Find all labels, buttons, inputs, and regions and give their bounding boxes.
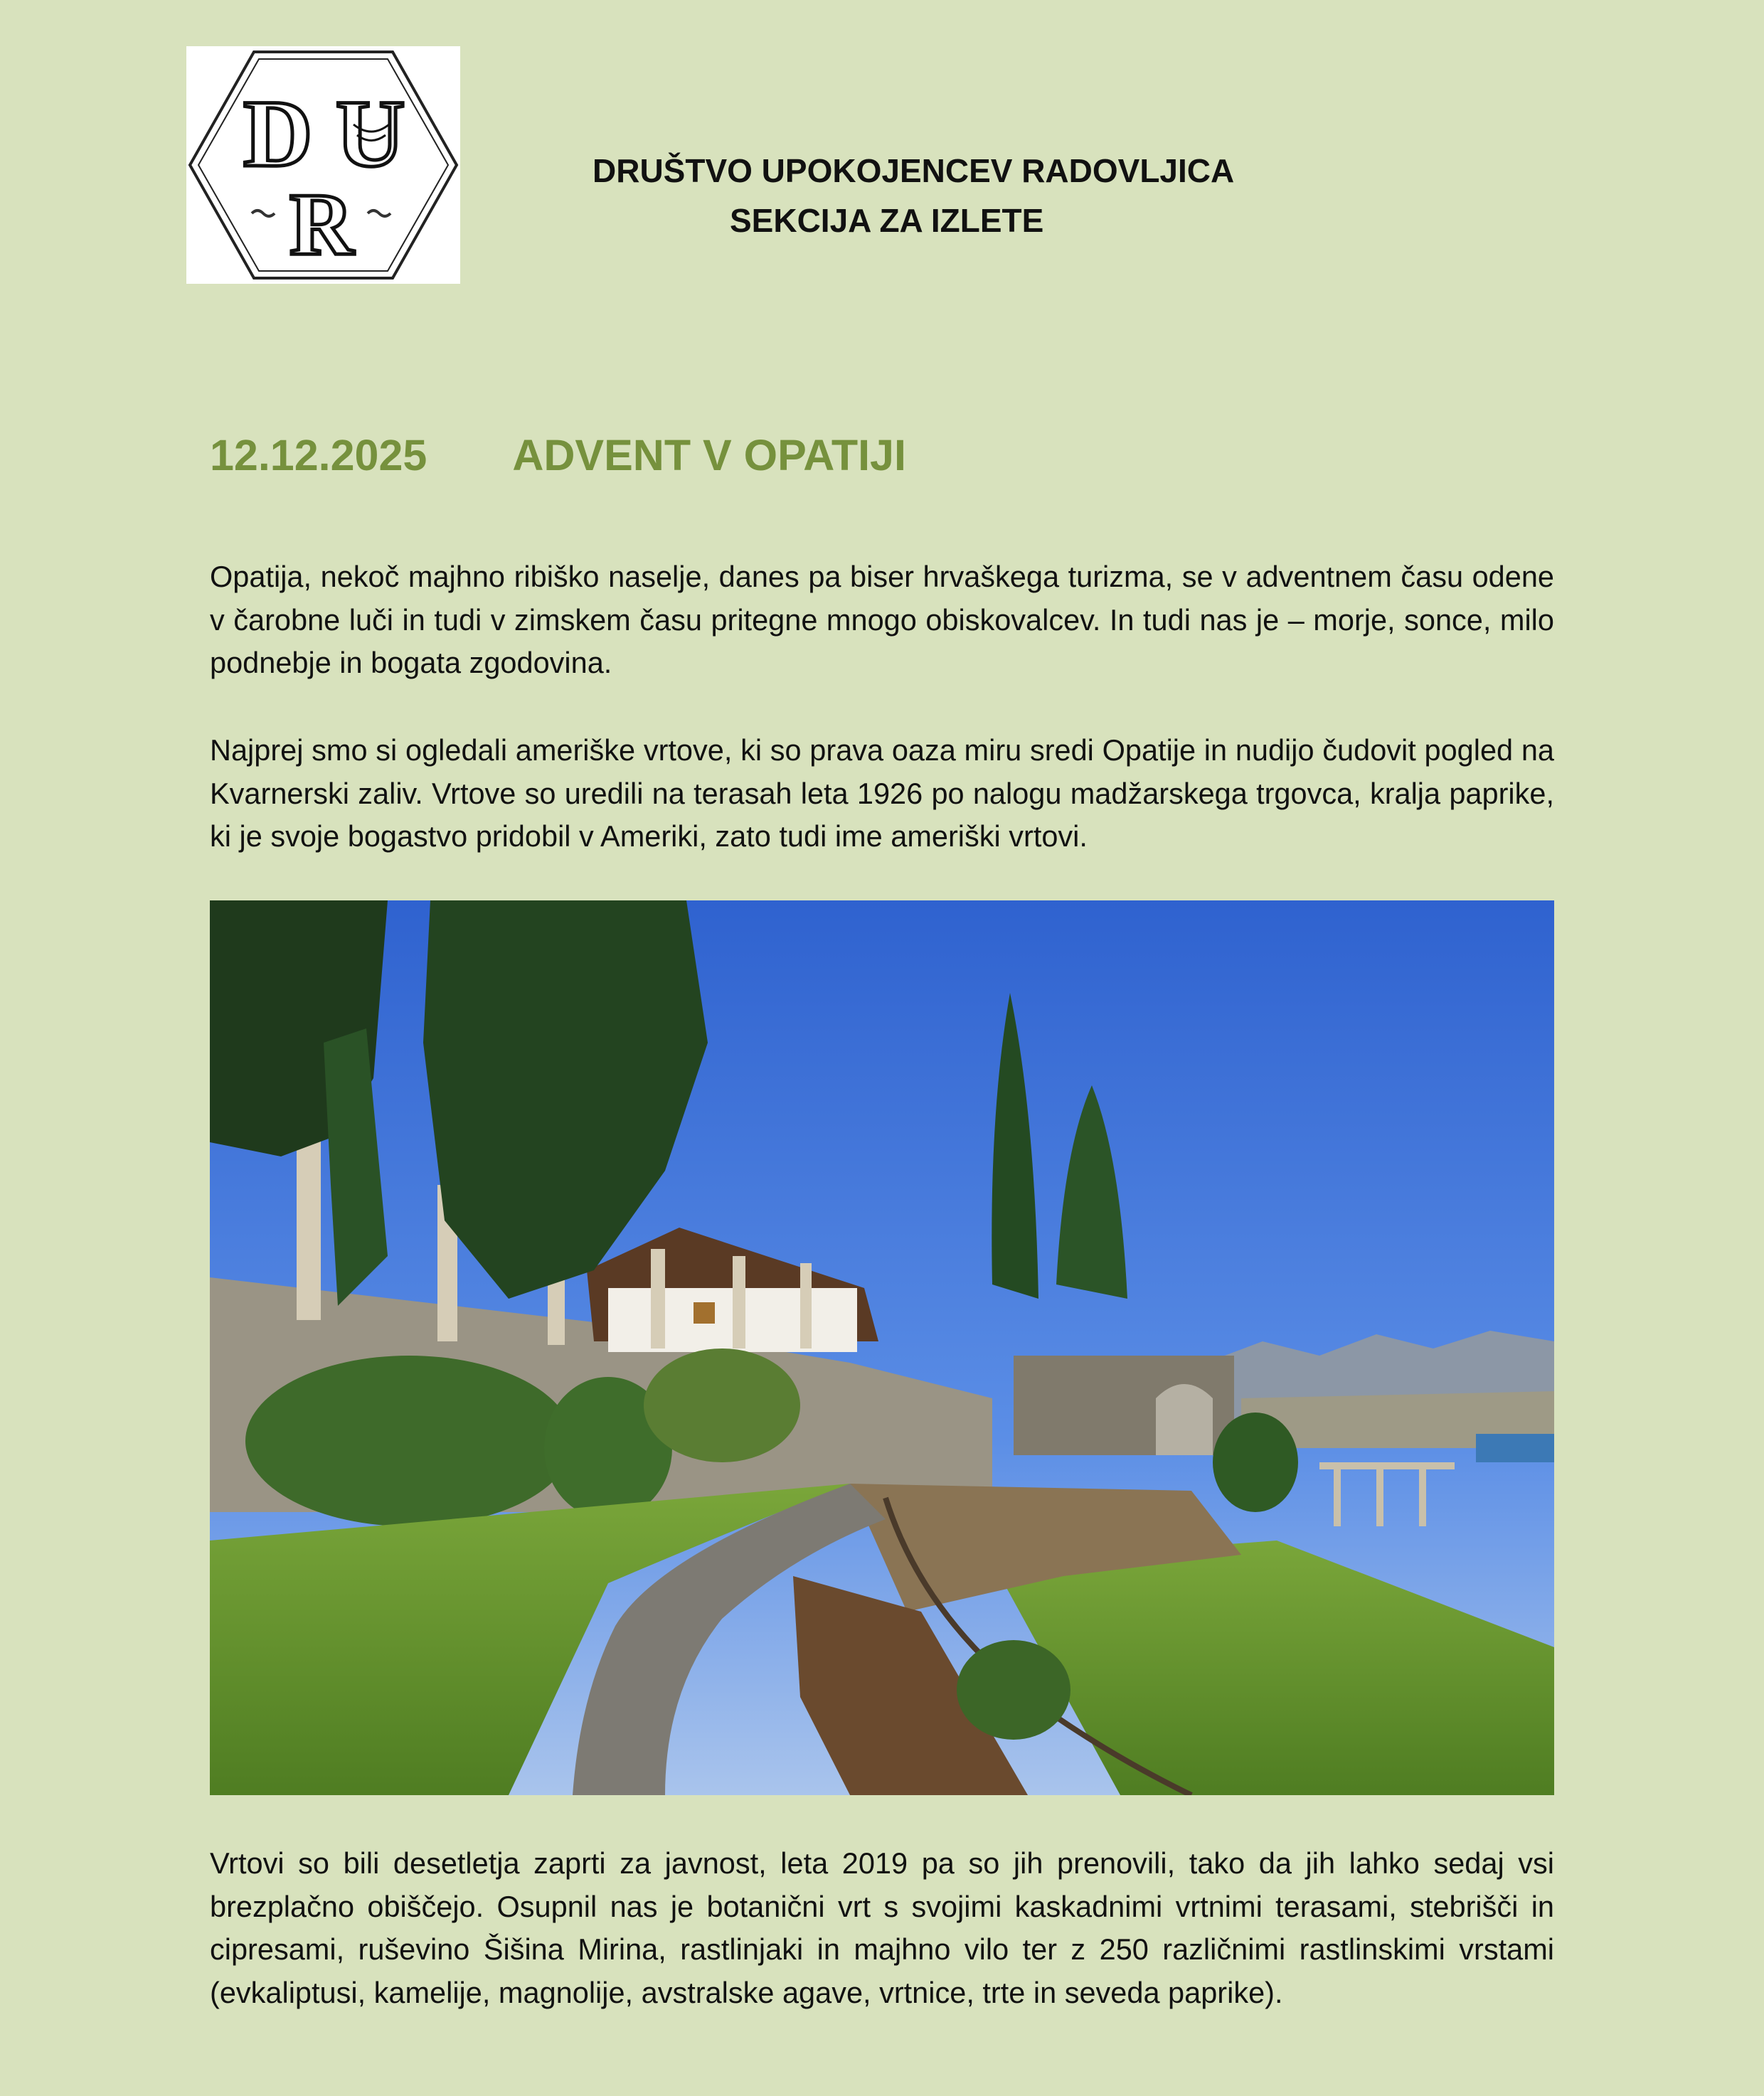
article-heading <box>210 430 906 480</box>
article-title: ADVENT V OPATIJI <box>512 431 906 479</box>
paragraph-american-gardens: Najprej smo si ogledali ameriške vrtove, ki so prava oaza miru sredi Opatije in nudijo čudovit pogled na Kvarnerski zaliv. Vrtove so uredili na terasah leta 1926 po nalogu madžarskega trgovca, kralja paprike, ki je svoje bogastvo pridobil v Ameriki, zato tudi ime ameriški vrtovi. <box>210 733 1554 853</box>
organization-line-1: DRUŠTVO UPOKOJENCEV RADOVLJICA <box>593 152 1235 189</box>
organization-name <box>541 146 1252 245</box>
club-logo <box>186 46 460 284</box>
logo-letter-d: D <box>243 81 313 187</box>
article-date: 12.12.2025 <box>210 431 427 479</box>
paragraph-renovation: Vrtovi so bili desetletja zaprti za javnost, leta 2019 pa so jih prenovili, tako da jih lahko sedaj vsi brezplačno obiščejo. Osupnil nas je botanični vrt s svojimi kaskadnimi vrtnimi terasami, stebrišči in cipresami, ruševino Šišina Mirina, rastlinjaki in majhno vilo ter z 250 različnimi rastlinskimi vrstami (evkaliptusi, kamelije, magnolije, avstralske agave, vrtnice, trte in seveda paprike). <box>210 1846 1554 2009</box>
garden-photo <box>210 900 1554 1795</box>
logo-letter-u: U <box>336 81 405 187</box>
logo-letter-r: R <box>289 176 354 274</box>
paragraph-intro: Opatija, nekoč majhno ribiško naselje, danes pa biser hrvaškega turizma, se v adventnem času odene v čarobne luči in tudi v zimskem času pritegne mnogo obiskovalcev. In tudi nas je – morje, sonce, milo podnebje in bogata zgodovina. <box>210 560 1554 679</box>
organization-line-2: SEKCIJA ZA IZLETE <box>730 202 1044 239</box>
